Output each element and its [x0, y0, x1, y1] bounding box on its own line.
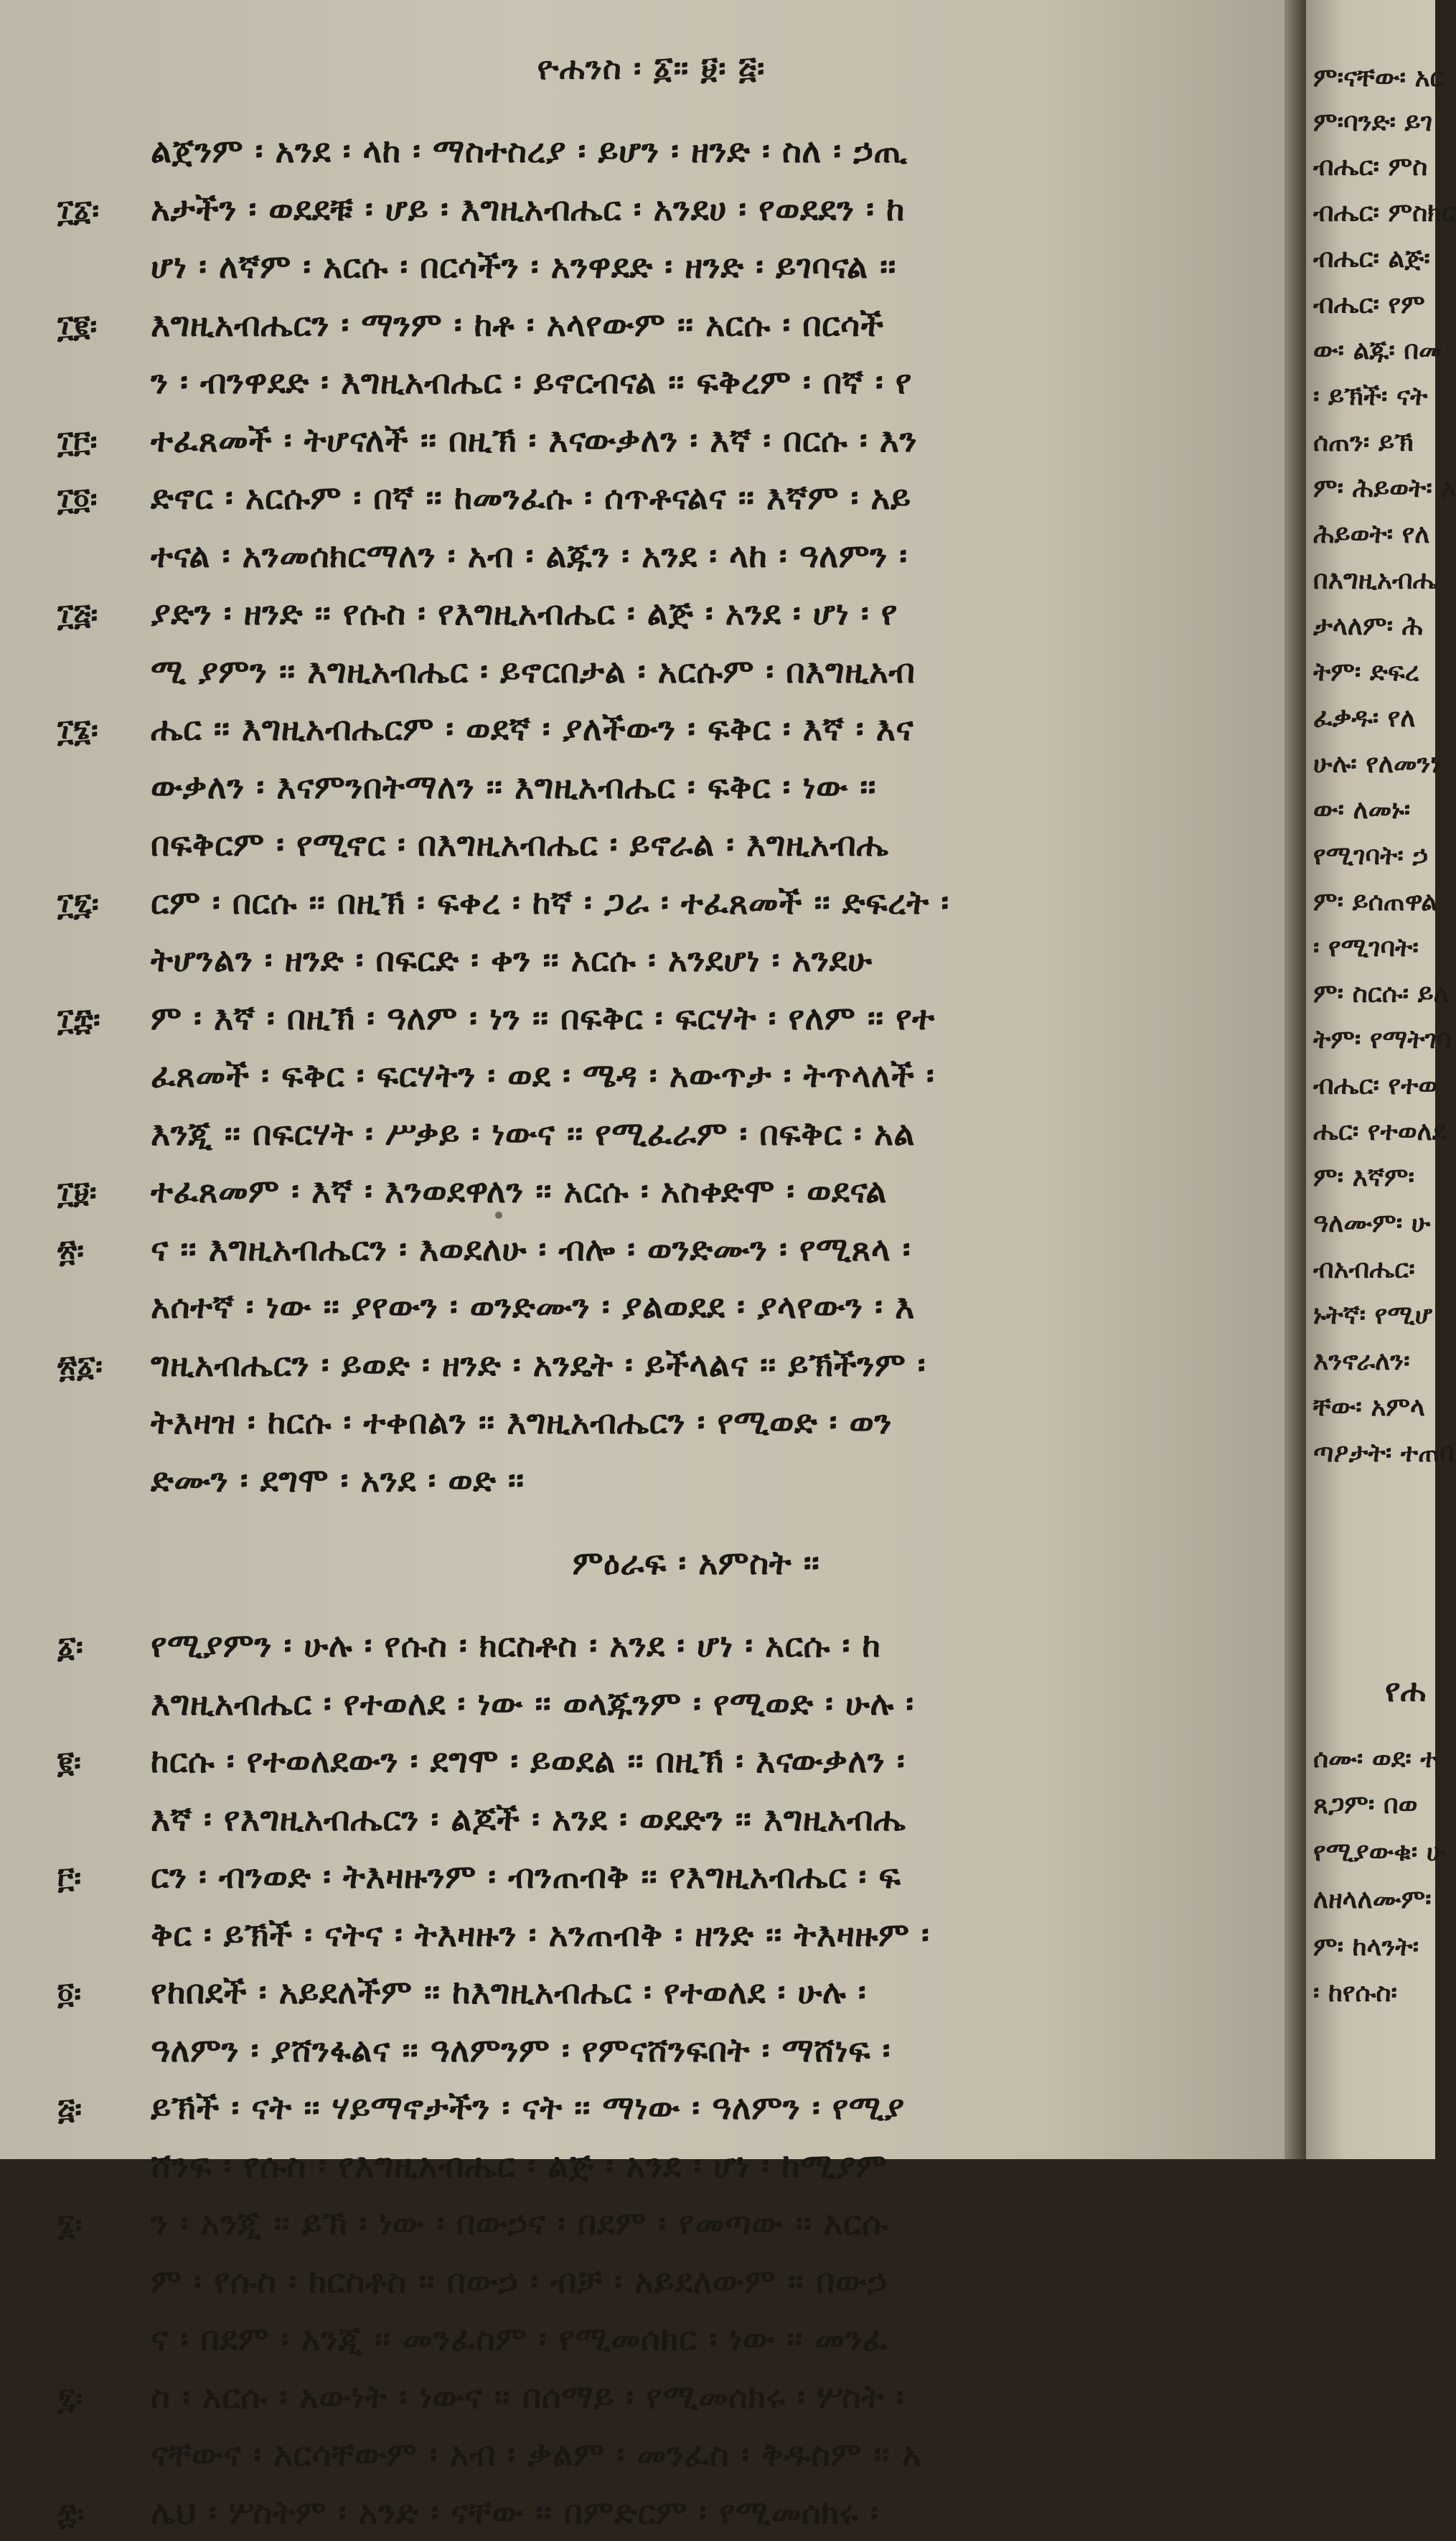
text-line: ተፈጸመም ፡ እኛ ፡ እንወደዋለን ፡፡ አርሱ ፡ አስቀድሞ ፡ ወደናል — [151, 1162, 1241, 1220]
text-line: የሚያምን ፡ ሁሉ ፡ የሱስ ፡ ክርስቶስ ፡ አንደ ፡ ሆነ ፡ አርሱ ፡ ከ — [151, 1616, 1241, 1675]
facing-page-line: ም፡ ይሰጠዋል — [1313, 887, 1437, 917]
facing-page-line: ሁሉ፡ የለመንነ — [1313, 749, 1441, 780]
text-line: አሰተኛ ፡ ነው ፡፡ ያየውን ፡ ወንድሙን ፡ ያልወደደ ፡ ያላየውን ፡ እ — [151, 1278, 1241, 1336]
facing-page-line: ብአብሔር፡ — [1313, 1255, 1415, 1285]
facing-page-line: ም፡ ከላንት፡ — [1313, 1932, 1419, 1962]
text-line: ፈጸመች ፡ ፍቅር ፡ ፍርሃትን ፡ ወደ ፡ ሜዳ ፡ አውጥታ ፡ ትጥላለች ፡ — [151, 1047, 1241, 1105]
text-line: ርን ፡ ብንወድ ፡ ትእዛዙንም ፡ ብንጠብቅ ፡፡ የእግዚአብሔር ፡ ፍ — [151, 1848, 1241, 1906]
text-line: ና ፡፡ እግዚአብሔርን ፡ እወደለሁ ፡ ብሎ ፡ ወንድሙን ፡ የሚጸላ ፡ — [151, 1220, 1241, 1278]
text-line: በፍቅርም ፡ የሚኖር ፡ በእግዚአብሔር ፡ ይኖራል ፡ እግዚአብሔ — [151, 815, 1241, 874]
text-line: ናቸውና ፡ አርሳቸውም ፡ አብ ፡ ቃልም ፡ መንፈስ ፡ ቅዱስም ፡፡ አ — [151, 2425, 1241, 2484]
facing-page-line: ጣዖታት፡ ተጠበ — [1313, 1438, 1455, 1469]
text-line: ን ፡ አንጂ ፡፡ ይኽ ፡ ነው ፡ በውኃና ፡ በደም ፡ የመጣው ፡፡ አርሱ — [151, 2194, 1241, 2252]
text-line: ም ፡ የሱስ ፡ ክርስቶስ ፡፡ በውኃ ፡ ብቻ ፡ አይደለውም ፡፡ በውኃ — [151, 2252, 1241, 2311]
verse-number: ፯፡ — [57, 2381, 83, 2417]
facing-page-line: ብሔር፡ የም — [1313, 290, 1425, 320]
body-text — [151, 122, 1241, 2541]
text-line: ሸንፍ ፡ የሱስ ፡ የእግዚአብሔር ፡ ልጅ ፡ አንደ ፡ ሆነ ፡ ከሚያም — [151, 2137, 1241, 2195]
text-line: እግዚአብሔርን ፡ ማንም ፡ ከቶ ፡ አላየውም ፡፡ አርሱ ፡ በርሳች — [151, 296, 1241, 354]
facing-page-line: ጸጋም፡ በወ — [1313, 1790, 1417, 1820]
text-line: ግዚአብሔርን ፡ ይወድ ፡ ዘንድ ፡ አንዴት ፡ ይችላልና ፡፡ ይኽችንም ፡ — [151, 1336, 1241, 1394]
facing-page-line: የሚያውቁ፡ ሁ — [1313, 1838, 1445, 1868]
facing-page-line: ም፡ናቸው፡ አር — [1313, 63, 1445, 93]
text-line: ያድን ፡ ዘንድ ፡፡ የሱስ ፡ የእግዚአብሔር ፡ ልጅ ፡ አንደ ፡ ሆነ ፡ የ — [151, 584, 1241, 642]
verse-number: ፰፡ — [57, 2496, 84, 2532]
verse-number: ፲፯፡ — [57, 886, 99, 922]
facing-page-heading: የሐ — [1385, 1672, 1426, 1709]
facing-page-line: ብሔር፡ ልጅ፡ — [1313, 244, 1430, 274]
text-line: ስ ፡ አርሱ ፡ አውነት ፡ ነውና ፡፡ በሰማይ ፡ የሚመሰክሩ ፡ ሦስት ፡ — [151, 2368, 1241, 2426]
facing-page-line: ፡ የሚገባት፡ — [1313, 933, 1419, 963]
facing-page-line: ም፡ ስርሱ፡ ይለ — [1313, 979, 1449, 1009]
facing-page-line: ብሔር፡ የተወ — [1313, 1071, 1437, 1101]
text-line: ድኖር ፡ አርሱም ፡ በኛ ፡፡ ከመንፈሱ ፡ ሰጥቶናልና ፡፡ እኛም ፡ አይ — [151, 469, 1241, 527]
facing-page-line: ታላለም፡ ሕ — [1313, 612, 1423, 642]
facing-page-line: ሰሙ፡ ወደ፡ ተ — [1313, 1744, 1438, 1774]
text-line: ከርሱ ፡ የተወለደውን ፡ ደግሞ ፡ ይወደል ፡፡ በዚኽ ፡ እናውቃለን ፡ — [151, 1732, 1241, 1790]
facing-page-line: ፡ ከየሱስ፡ — [1313, 1978, 1397, 2008]
verse-number: ፲፱፡ — [57, 1175, 97, 1211]
facing-page-line: ኑትኛ፡ የሚሆ — [1313, 1301, 1432, 1331]
verse-number: ፲፬፡ — [57, 482, 97, 518]
facing-page-line: ም፡ ሕይወት፡ አ — [1313, 474, 1456, 504]
text-line: አታችን ፡ ወደደቹ ፡ ሆይ ፡ እግዚአብሔር ፡ አንደሀ ፡ የወደደን ፡ ከ — [151, 180, 1241, 238]
text-line: ና ፡ በደም ፡ አንጂ ፡፡ መንፈስም ፡ የሚመሰክር ፡ ነው ፡፡ መንፈ — [151, 2310, 1241, 2368]
text-line: ይኽች ፡ ናት ፡፡ ሃይማኖታችን ፡ ናት ፡፡ ማነው ፡ ዓለምን ፡ የሚያ — [151, 2079, 1241, 2137]
verse-number: ፬፡ — [57, 1976, 81, 2012]
verse-number: ፲፭፡ — [57, 597, 98, 633]
facing-page-line: ሕይወት፡ የለ — [1313, 520, 1429, 550]
text-line: ሆነ ፡ ለኛም ፡ አርሱ ፡ በርሳችን ፡ አንዋደድ ፡ ዘንድ ፡ ይገባናል ፡፡ — [151, 238, 1241, 296]
facing-page-line: ው፡ ልጁ፡ በመ — [1313, 336, 1442, 366]
text-line: ርም ፡ በርሱ ፡፡ በዚኽ ፡ ፍቀረ ፡ ከኛ ፡ ጋራ ፡ ተፈጸመች ፡፡ ድፍረት ፡ — [151, 874, 1241, 932]
facing-page-line: ዓለሙም፡ ሁ — [1313, 1209, 1430, 1239]
verse-number: ፲፮፡ — [57, 713, 98, 749]
text-line: ም ፡ እኛ ፡ በዚኽ ፡ ዓለም ፡ ነን ፡፡ በፍቅር ፡ ፍርሃት ፡ የለም ፡፡ የተ — [151, 989, 1241, 1047]
text-line: ተፈጸመች ፡ ትሆናለች ፡፡ በዚኽ ፡ እናውቃለን ፡ እኛ ፡ በርሱ ፡ እን — [151, 411, 1241, 469]
ink-speck — [495, 1212, 502, 1219]
facing-page-line: ው፡ ለመኑ፡ — [1313, 795, 1410, 825]
facing-page-line: ፡ ይኽች፡ ናት — [1313, 382, 1427, 412]
facing-page-line: ለዘላለሙም፡ — [1313, 1885, 1432, 1915]
text-line: ተናል ፡ አንመሰክርማለን ፡ አብ ፡ ልጁን ፡ አንደ ፡ ላከ ፡ ዓለምን ፡ — [151, 527, 1241, 585]
text-line: ቅር ፡ ይኽች ፡ ናትና ፡ ትእዛዙን ፡ አንጠብቅ ፡ ዘንድ ፡፡ ትእዛዙም ፡ — [151, 1906, 1241, 1964]
text-line: ሌህ ፡ ሦስትም ፡ አንድ ፡ ናቸው ፡፡ በምድርም ፡ የሚመሰክሩ ፡ — [151, 2484, 1241, 2541]
facing-page-line: ም፡ እኛም፡ — [1313, 1163, 1414, 1193]
text-line: ሚ ያምን ፡፡ እግዚአብሔር ፡ ይኖርበታል ፡ አርሱም ፡ በእግዚአብ — [151, 642, 1241, 701]
facing-page-line: ቸው፡ አምላ — [1313, 1393, 1425, 1423]
facing-page-line: ትም፡ ድፍረ — [1313, 658, 1419, 688]
facing-page-line: ብሔር፡ ምስ — [1313, 152, 1427, 182]
verse-number: ፩፡ — [57, 1629, 83, 1665]
facing-page-edge — [1306, 0, 1435, 2159]
text-line: እግዚአብሔር ፡ የተወለደ ፡ ነው ፡፡ ወላጁንም ፡ የሚወድ ፡ ሁሉ ፡ — [151, 1675, 1241, 1733]
facing-page-line: ሰጠን፡ ይኽ — [1313, 428, 1413, 458]
facing-page-line: እንኖራለን፡ — [1313, 1347, 1410, 1377]
verse-number: ፳፩፡ — [57, 1349, 103, 1385]
text-line: ልጀንም ፡ አንደ ፡ ላከ ፡ ማስተስረያ ፡ ይሆን ፡ ዘንድ ፡ ስለ ፡ ኃጢ — [151, 122, 1241, 180]
verse-number: ፲፫፡ — [57, 424, 97, 460]
facing-page-line: ም፡ባንድ፡ ይገ — [1313, 108, 1432, 138]
text-line: ትሆንልን ፡ ዘንድ ፡ በፍርድ ፡ ቀን ፡፡ አርሱ ፡ አንደሆነ ፡ አንደሁ — [151, 931, 1241, 989]
facing-page-line: የሚገባት፡ ኃ — [1313, 841, 1428, 871]
verse-number: ፲፰፡ — [57, 1002, 100, 1038]
text-line: የከበደች ፡ አይደለችም ፡፡ ከእግዚአብሔር ፡ የተወለደ ፡ ሁሉ ፡ — [151, 1963, 1241, 2021]
verse-number: ፪፡ — [57, 1745, 81, 1781]
facing-page-line: በእግዚአብሔ — [1313, 566, 1438, 596]
text-line: ሔር ፡፡ እግዚአብሔርም ፡ ወደኛ ፡ ያለችውን ፡ ፍቅር ፡ እኛ ፡ እና — [151, 700, 1241, 758]
text-line: ድሙን ፡ ደግሞ ፡ አንደ ፡ ወድ ፡፡ — [151, 1451, 1241, 1510]
text-line: ትእዛዝ ፡ ከርሱ ፡ ተቀበልን ፡፡ እግዚአብሔርን ፡ የሚወድ ፡ ወን — [151, 1393, 1241, 1451]
verse-number: ፲፪፡ — [57, 309, 97, 345]
text-line: ን ፡ ብንዋደድ ፡ እግዚአብሔር ፡ ይኖርብናል ፡፡ ፍቅረም ፡ በኛ ፡ የ — [151, 353, 1241, 411]
text-line: እንጂ ፡፡ በፍርሃት ፡ ሥቃይ ፡ ነውና ፡፡ የሚፈራም ፡ በፍቅር ፡ አል — [151, 1105, 1241, 1163]
facing-page-line: ፈቃዱ፡ የለ — [1313, 703, 1415, 734]
chapter-heading: ምዕራፍ ፡ አምስት ፡፡ — [151, 1509, 1241, 1616]
text-line: ውቃለን ፡ እናምንበትማለን ፡፡ እግዚአብሔር ፡ ፍቅር ፡ ነው ፡፡ — [151, 758, 1241, 816]
verse-number: ፳፡ — [57, 1233, 84, 1269]
text-line: ዓለምን ፡ ያሸንፋልና ፡፡ ዓለምንም ፡ የምናሸንፍበት ፡ ማሸነፍ ፡ — [151, 2021, 1241, 2079]
facing-page-line: ትም፡ የማትገባ — [1313, 1025, 1452, 1055]
facing-page-line: ብሔር፡ ምስክር — [1313, 198, 1456, 228]
verse-number: ፲፩፡ — [57, 193, 99, 229]
verse-number: ፮፡ — [57, 2207, 82, 2243]
text-line: እኛ ፡ የእግዚአብሔርን ፡ ልጆች ፡ አንደ ፡ ወደድን ፡፡ እግዚአብሔ — [151, 1790, 1241, 1848]
verse-number: ፭፡ — [57, 2092, 82, 2128]
facing-page-line: ሔር፡ የተወለደ — [1313, 1117, 1446, 1147]
running-head: ዮሐንስ ፡ ፩። ፱፡ ፭፡ — [0, 50, 1302, 87]
verse-number: ፫፡ — [57, 1861, 81, 1896]
